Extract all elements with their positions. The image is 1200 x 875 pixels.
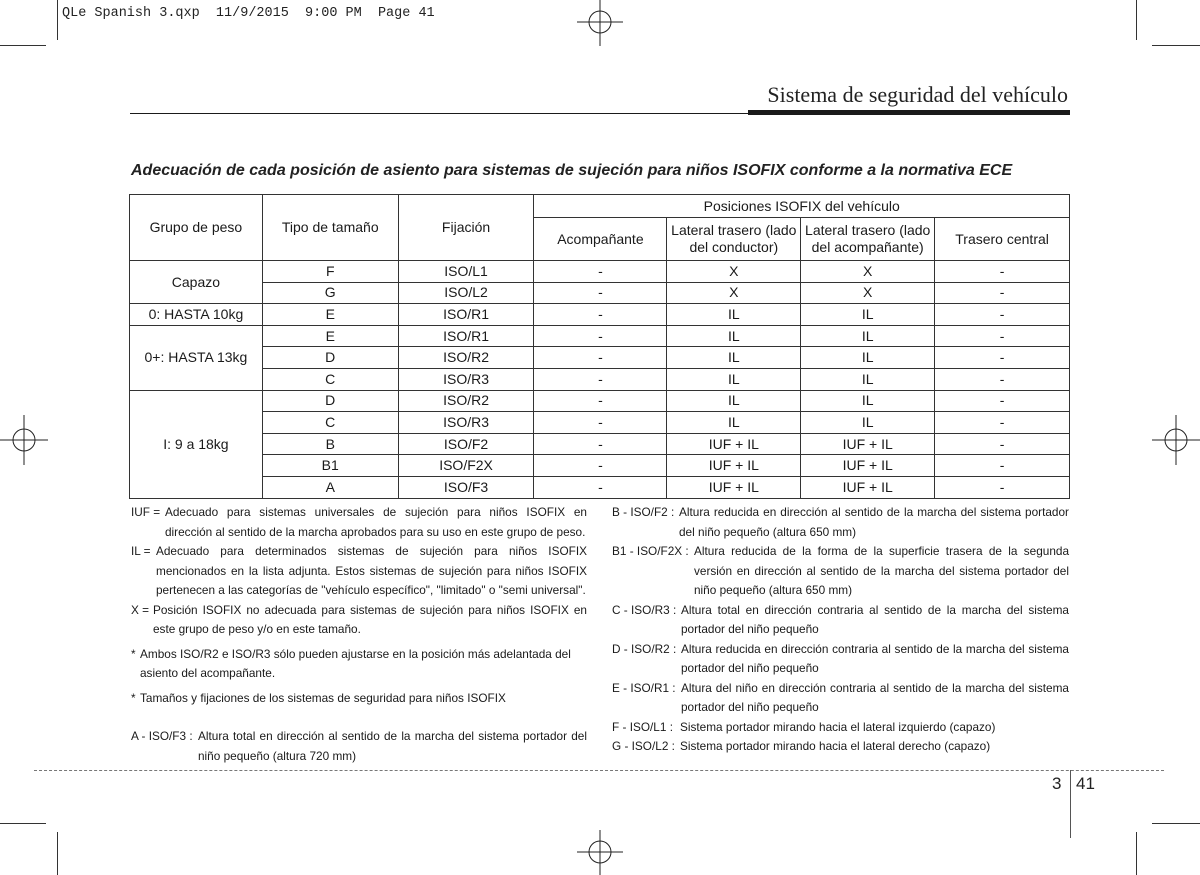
cell-rear-center: -: [935, 347, 1070, 369]
footer-dashed-rule: [34, 770, 1164, 771]
cell-size: D: [262, 347, 398, 369]
cell-rear-passenger: X: [801, 261, 935, 283]
cell-rear-driver: IL: [667, 368, 801, 390]
header-passenger: Acompañante: [534, 218, 667, 261]
note-key: *: [131, 646, 136, 661]
note-text: Posición ISOFIX no adecuada para sistemas de sujeción para niños ISOFIX en este grupo de peso y/o en este tamaño.: [153, 602, 587, 636]
note-b-iso-f2: [612, 503, 1069, 542]
cell-passenger: -: [534, 455, 667, 477]
cell-rear-driver: X: [667, 261, 801, 283]
cell-rear-passenger: IL: [801, 347, 935, 369]
cell-rear-passenger: IUF + IL: [801, 476, 935, 498]
cell-fixation: ISO/F2: [398, 433, 534, 455]
crop-mark-bottom-left-v: [57, 832, 58, 875]
note-key: D - ISO/R2 :: [612, 641, 677, 656]
table-row: [130, 390, 1070, 412]
cell-rear-center: -: [935, 455, 1070, 477]
table-row: [130, 455, 1070, 477]
cell-passenger: -: [534, 325, 667, 347]
cell-passenger: -: [534, 433, 667, 455]
cell-rear-center: -: [935, 412, 1070, 434]
cell-rear-driver: IUF + IL: [667, 476, 801, 498]
cell-fixation: ISO/R1: [398, 325, 534, 347]
cell-rear-center: -: [935, 476, 1070, 498]
header-fixation: Fijación: [398, 195, 534, 261]
header-rear-driver-side: Lateral trasero (lado del conductor): [667, 218, 801, 261]
cell-fixation: ISO/L1: [398, 261, 534, 283]
table-row: [130, 325, 1070, 347]
cell-size: E: [262, 325, 398, 347]
cell-fixation: ISO/R2: [398, 347, 534, 369]
table-row: [130, 347, 1070, 369]
note-text: Adecuado para determinados sistemas de sujeción para niños ISOFIX mencionados en la lista adjunta. Estos sistemas de sujeción para niños ISOFIX pertenecen a las categorías de "vehículo específico", "limitado" o "semi universal".: [156, 544, 587, 597]
cell-fixation: ISO/L2: [398, 282, 534, 304]
cell-size: C: [262, 368, 398, 390]
header-rear-passenger-side: Lateral trasero (lado del acompañante): [801, 218, 935, 261]
group-0plus: 0+: HASTA 13kg: [130, 325, 263, 390]
note-f-iso-l1: [612, 718, 1069, 738]
print-slug: QLe Spanish 3.qxp 11/9/2015 9:00 PM Page 41: [62, 6, 435, 21]
note-key: G - ISO/L2 :: [612, 739, 675, 753]
cell-passenger: -: [534, 282, 667, 304]
cell-fixation: ISO/R3: [398, 412, 534, 434]
cell-passenger: -: [534, 476, 667, 498]
cell-size: E: [262, 304, 398, 326]
note-key: E - ISO/R1 :: [612, 680, 676, 695]
cell-size: A: [262, 476, 398, 498]
note-text: Altura reducida de la forma de la superficie trasera de la segunda versión en dirección al sentido de la marcha del sistema portador del niño pequeño (altura 650 mm): [694, 544, 1069, 597]
note-text: Altura reducida en dirección contraria al sentido de la marcha del sistema portador del niño pequeño: [681, 641, 1069, 675]
cell-size: B1: [262, 455, 398, 477]
note-text: Ambos ISO/R2 e ISO/R3 sólo pueden ajustarse en la posición más adelantada del asiento del acompañante.: [140, 646, 571, 680]
cell-rear-passenger: IL: [801, 325, 935, 347]
note-key: *: [131, 690, 136, 705]
note-g-iso-l2: [612, 737, 1069, 757]
note-text: Altura total en dirección al sentido de la marcha del sistema portador del niño pequeño (altura 720 mm): [198, 729, 587, 763]
cell-rear-driver: IUF + IL: [667, 455, 801, 477]
page-number-separator: [1070, 770, 1071, 838]
isofix-table: [129, 194, 1070, 499]
note-asterisk-sizes: [131, 689, 587, 709]
table-row: [130, 368, 1070, 390]
note-text: Altura total en dirección contraria al sentido de la marcha del sistema portador del niño pequeño: [681, 602, 1069, 636]
cell-rear-driver: IL: [667, 325, 801, 347]
cell-size: B: [262, 433, 398, 455]
note-key: IUF =: [131, 505, 161, 519]
cell-fixation: ISO/R1: [398, 304, 534, 326]
note-text: Adecuado para sistemas universales de sujeción para niños ISOFIX en dirección al sentido de la marcha aprobados para su uso en este grupo de peso.: [165, 505, 587, 539]
cell-size: G: [262, 282, 398, 304]
note-text: Sistema portador mirando hacia el lateral izquierdo (capazo): [680, 719, 996, 734]
table-heading: Adecuación de cada posición de asiento para sistemas de sujeción para niños ISOFIX conforme a la normativa ECE: [131, 162, 1013, 179]
note-key: C - ISO/R3 :: [612, 602, 677, 617]
table-row: [130, 412, 1070, 434]
note-key: A - ISO/F3 :: [131, 729, 193, 743]
crop-mark-top-left-v: [57, 0, 58, 40]
table-row: [130, 282, 1070, 304]
cell-rear-driver: IUF + IL: [667, 433, 801, 455]
cell-rear-center: -: [935, 261, 1070, 283]
cell-rear-driver: IL: [667, 304, 801, 326]
table-row: [130, 304, 1070, 326]
cell-rear-driver: IL: [667, 390, 801, 412]
note-key: F - ISO/L1 :: [612, 719, 673, 734]
note-a-iso-f3: [131, 727, 587, 766]
cell-rear-driver: IL: [667, 412, 801, 434]
crop-mark-top-right-h: [1152, 45, 1200, 46]
table-row: [130, 476, 1070, 498]
note-key: B - ISO/F2 :: [612, 505, 675, 519]
note-text: Tamaños y fijaciones de los sistemas de seguridad para niños ISOFIX: [140, 690, 506, 705]
cell-rear-passenger: X: [801, 282, 935, 304]
cell-rear-passenger: IL: [801, 412, 935, 434]
header-weight-group: Grupo de peso: [130, 195, 263, 261]
cell-rear-center: -: [935, 433, 1070, 455]
crop-mark-top-left-h: [0, 45, 46, 46]
registration-mark-bottom-icon: [565, 830, 635, 875]
cell-size: C: [262, 412, 398, 434]
section-rule-thick: [748, 110, 1070, 115]
cell-rear-passenger: IL: [801, 368, 935, 390]
note-text: Altura del niño en dirección contraria al sentido de la marcha del sistema portador del niño pequeño: [681, 680, 1069, 714]
notes-left: [131, 503, 587, 766]
cell-passenger: -: [534, 261, 667, 283]
section-rule-thin: [130, 113, 748, 114]
notes-right: [612, 503, 1069, 757]
cell-rear-driver: IL: [667, 347, 801, 369]
header-size-type: Tipo de tamaño: [262, 195, 398, 261]
note-key: B1 - ISO/F2X :: [612, 544, 689, 558]
note-text: Sistema portador mirando hacia el lateral derecho (capazo): [680, 739, 991, 753]
crop-mark-bottom-right-v: [1136, 832, 1137, 875]
cell-fixation: ISO/F2X: [398, 455, 534, 477]
group-1: I: 9 a 18kg: [130, 390, 263, 498]
note-key: X =: [131, 602, 150, 617]
cell-passenger: -: [534, 412, 667, 434]
cell-size: F: [262, 261, 398, 283]
crop-mark-bottom-right-h: [1152, 823, 1200, 824]
cell-passenger: -: [534, 368, 667, 390]
cell-rear-passenger: IUF + IL: [801, 455, 935, 477]
section-title: Sistema de seguridad del vehículo: [767, 82, 1068, 107]
cell-rear-center: -: [935, 304, 1070, 326]
header-positions: Posiciones ISOFIX del vehículo: [534, 195, 1070, 218]
cell-fixation: ISO/R2: [398, 390, 534, 412]
cell-fixation: ISO/F3: [398, 476, 534, 498]
note-x: [131, 601, 587, 640]
cell-rear-center: -: [935, 368, 1070, 390]
cell-size: D: [262, 390, 398, 412]
cell-passenger: -: [534, 304, 667, 326]
registration-mark-right-icon: [1152, 405, 1200, 475]
crop-mark-bottom-left-h: [0, 823, 46, 824]
note-iuf: [131, 503, 587, 542]
page-number: 41: [1076, 774, 1095, 793]
note-b1-iso-f2x: [612, 542, 1069, 601]
note-d-iso-r2: [612, 640, 1069, 679]
chapter-number: 3: [1052, 774, 1062, 793]
note-key: IL =: [131, 544, 151, 558]
registration-mark-top-icon: [565, 0, 635, 46]
note-e-iso-r1: [612, 679, 1069, 718]
cell-rear-passenger: IUF + IL: [801, 433, 935, 455]
cell-rear-center: -: [935, 390, 1070, 412]
cell-rear-driver: X: [667, 282, 801, 304]
group-capazo: Capazo: [130, 261, 263, 304]
registration-mark-left-icon: [0, 405, 48, 475]
cell-passenger: -: [534, 390, 667, 412]
group-0: 0: HASTA 10kg: [130, 304, 263, 326]
header-rear-center: Trasero central: [935, 218, 1070, 261]
table-row: [130, 261, 1070, 283]
cell-rear-center: -: [935, 325, 1070, 347]
note-c-iso-r3: [612, 601, 1069, 640]
cell-fixation: ISO/R3: [398, 368, 534, 390]
note-text: Altura reducida en dirección al sentido de la marcha del sistema portador del niño pequeño (altura 650 mm): [679, 505, 1069, 539]
cell-rear-passenger: IL: [801, 304, 935, 326]
cell-passenger: -: [534, 347, 667, 369]
table-row: [130, 433, 1070, 455]
note-il: [131, 542, 587, 601]
cell-rear-passenger: IL: [801, 390, 935, 412]
crop-mark-top-right-v: [1136, 0, 1137, 40]
note-asterisk-r2r3: [131, 645, 587, 684]
cell-rear-center: -: [935, 282, 1070, 304]
